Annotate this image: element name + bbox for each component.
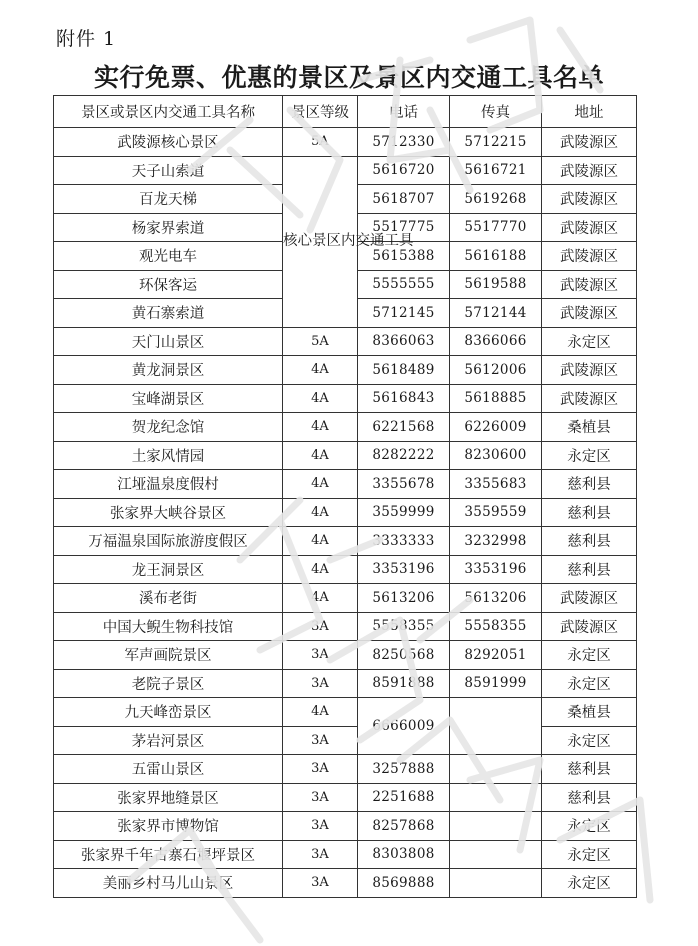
cell-phone: 8569888 [358, 869, 450, 898]
cell-phone: 5712330 [358, 128, 450, 157]
cell-level: 3A [283, 869, 358, 898]
cell-name: 黄龙洞景区 [54, 356, 283, 385]
cell-fax: 5558355 [450, 612, 542, 641]
cell-address: 武陵源区 [542, 356, 637, 385]
cell-name: 溪布老街 [54, 584, 283, 613]
cell-name: 杨家界索道 [54, 213, 283, 242]
cell-address: 慈利县 [542, 527, 637, 556]
cell-fax: 5619588 [450, 270, 542, 299]
cell-address: 永定区 [542, 869, 637, 898]
header-phone: 电话 [358, 96, 450, 128]
cell-phone: 3353196 [358, 555, 450, 584]
cell-name: 黄石寨索道 [54, 299, 283, 328]
cell-fax: 8366066 [450, 327, 542, 356]
cell-address: 桑植县 [542, 413, 637, 442]
table-row [54, 869, 637, 898]
cell-address: 武陵源区 [542, 156, 637, 185]
cell-name: 老院子景区 [54, 669, 283, 698]
cell-name: 天子山索道 [54, 156, 283, 185]
cell-phone: 5555555 [358, 270, 450, 299]
table-header-row [54, 96, 637, 128]
table-row [54, 840, 637, 869]
cell-phone: 5615388 [358, 242, 450, 271]
cell-address: 武陵源区 [542, 299, 637, 328]
cell-level: 4A [283, 384, 358, 413]
cell-phone: 8303808 [358, 840, 450, 869]
cell-phone: 5558355 [358, 612, 450, 641]
cell-level: 3A [283, 783, 358, 812]
cell-phone: 3559999 [358, 498, 450, 527]
cell-fax: 8230600 [450, 441, 542, 470]
cell-level: 3A [283, 641, 358, 670]
cell-address: 慈利县 [542, 755, 637, 784]
cell-address: 慈利县 [542, 498, 637, 527]
header-fax: 传真 [450, 96, 542, 128]
cell-level: 4A [283, 527, 358, 556]
cell-fax: 5618885 [450, 384, 542, 413]
cell-address: 慈利县 [542, 470, 637, 499]
cell-address: 永定区 [542, 726, 637, 755]
cell-phone: 6221568 [358, 413, 450, 442]
cell-address: 武陵源区 [542, 384, 637, 413]
table-row [54, 384, 637, 413]
cell-phone: 8282222 [358, 441, 450, 470]
cell-name: 万福温泉国际旅游度假区 [54, 527, 283, 556]
cell-name: 张家界地缝景区 [54, 783, 283, 812]
cell-level: 3A [283, 840, 358, 869]
cell-name: 武陵源核心景区 [54, 128, 283, 157]
cell-fax [450, 869, 542, 898]
cell-fax: 5517770 [450, 213, 542, 242]
cell-phone: 3257888 [358, 755, 450, 784]
table-row [54, 413, 637, 442]
cell-phone: 5517775 [358, 213, 450, 242]
cell-address: 永定区 [542, 441, 637, 470]
cell-phone: 3333333 [358, 527, 450, 556]
cell-level: 4A [283, 470, 358, 499]
cell-address: 武陵源区 [542, 612, 637, 641]
cell-phone: 3355678 [358, 470, 450, 499]
cell-phone-merged: 6666009 [358, 698, 450, 755]
cell-phone: 5616720 [358, 156, 450, 185]
cell-address: 永定区 [542, 641, 637, 670]
cell-address: 武陵源区 [542, 584, 637, 613]
cell-fax: 5619268 [450, 185, 542, 214]
cell-level: 4A [283, 356, 358, 385]
cell-fax: 3353196 [450, 555, 542, 584]
cell-fax: 8292051 [450, 641, 542, 670]
table-row [54, 669, 637, 698]
cell-phone: 5618707 [358, 185, 450, 214]
cell-phone: 8366063 [358, 327, 450, 356]
table-row [54, 555, 637, 584]
cell-name: 张家界市博物馆 [54, 812, 283, 841]
cell-phone: 5613206 [358, 584, 450, 613]
table-row [54, 470, 637, 499]
cell-name: 天门山景区 [54, 327, 283, 356]
document-title: 实行免票、优惠的景区及景区内交通工具名单 [93, 63, 604, 92]
cell-fax: 5712215 [450, 128, 542, 157]
cell-level: 4A [283, 413, 358, 442]
cell-phone: 8257868 [358, 812, 450, 841]
cell-level: 5A [283, 128, 358, 157]
cell-level: 5A [283, 327, 358, 356]
cell-address: 永定区 [542, 812, 637, 841]
cell-name: 美丽乡村马儿山景区 [54, 869, 283, 898]
cell-phone: 5712145 [358, 299, 450, 328]
cell-address: 永定区 [542, 840, 637, 869]
cell-fax: 3559559 [450, 498, 542, 527]
table-row [54, 327, 637, 356]
cell-level: 3A [283, 812, 358, 841]
table-row [54, 498, 637, 527]
cell-fax [450, 812, 542, 841]
cell-address: 慈利县 [542, 783, 637, 812]
cell-phone: 5616843 [358, 384, 450, 413]
header-name: 景区或景区内交通工具名称 [54, 96, 283, 128]
cell-fax: 5616721 [450, 156, 542, 185]
cell-fax: 3232998 [450, 527, 542, 556]
cell-fax: 5613206 [450, 584, 542, 613]
cell-name: 贺龙纪念馆 [54, 413, 283, 442]
table-row [54, 612, 637, 641]
cell-name: 九天峰峦景区 [54, 698, 283, 727]
cell-phone: 8591888 [358, 669, 450, 698]
cell-name: 观光电车 [54, 242, 283, 271]
cell-name: 茅岩河景区 [54, 726, 283, 755]
scenic-area-table [53, 95, 637, 898]
cell-address: 武陵源区 [542, 270, 637, 299]
table-row [54, 698, 637, 727]
table-row [54, 726, 637, 755]
cell-fax [450, 840, 542, 869]
cell-fax [450, 783, 542, 812]
cell-level: 3A [283, 755, 358, 784]
cell-name: 环保客运 [54, 270, 283, 299]
attachment-label: 附件 1 [56, 28, 117, 50]
cell-level: 4A [283, 698, 358, 727]
cell-name: 百龙天梯 [54, 185, 283, 214]
cell-address: 武陵源区 [542, 128, 637, 157]
cell-phone: 5618489 [358, 356, 450, 385]
cell-name: 军声画院景区 [54, 641, 283, 670]
cell-fax: 5612006 [450, 356, 542, 385]
cell-address: 永定区 [542, 327, 637, 356]
cell-name: 张家界千年古寨石堰坪景区 [54, 840, 283, 869]
cell-fax: 8591999 [450, 669, 542, 698]
table-row [54, 527, 637, 556]
cell-address: 桑植县 [542, 698, 637, 727]
cell-address: 永定区 [542, 669, 637, 698]
cell-level-merged: 核心景区内交通工具 [283, 156, 358, 327]
cell-name: 五雷山景区 [54, 755, 283, 784]
table-row [54, 641, 637, 670]
cell-level: 3A [283, 669, 358, 698]
cell-name: 土家风情园 [54, 441, 283, 470]
cell-name: 宝峰湖景区 [54, 384, 283, 413]
cell-phone: 2251688 [358, 783, 450, 812]
table-row [54, 783, 637, 812]
cell-level: 3A [283, 612, 358, 641]
table-row [54, 156, 637, 185]
table-row [54, 128, 637, 157]
cell-name: 中国大鲵生物科技馆 [54, 612, 283, 641]
cell-name: 龙王洞景区 [54, 555, 283, 584]
table-row [54, 356, 637, 385]
cell-address: 武陵源区 [542, 185, 637, 214]
header-level: 景区等级 [283, 96, 358, 128]
header-address: 地址 [542, 96, 637, 128]
cell-address: 武陵源区 [542, 242, 637, 271]
cell-name: 张家界大峡谷景区 [54, 498, 283, 527]
cell-level: 3A [283, 726, 358, 755]
cell-address: 武陵源区 [542, 213, 637, 242]
cell-fax: 5712144 [450, 299, 542, 328]
table-row [54, 755, 637, 784]
cell-fax: 5616188 [450, 242, 542, 271]
cell-phone: 8250568 [358, 641, 450, 670]
cell-level: 4A [283, 498, 358, 527]
table-row [54, 584, 637, 613]
cell-level: 4A [283, 441, 358, 470]
cell-address: 慈利县 [542, 555, 637, 584]
table-row [54, 812, 637, 841]
cell-level: 4A [283, 584, 358, 613]
table-row [54, 441, 637, 470]
cell-fax: 6226009 [450, 413, 542, 442]
cell-name: 江垭温泉度假村 [54, 470, 283, 499]
cell-level: 4A [283, 555, 358, 584]
cell-fax: 3355683 [450, 470, 542, 499]
cell-fax-merged [450, 698, 542, 755]
cell-fax [450, 755, 542, 784]
